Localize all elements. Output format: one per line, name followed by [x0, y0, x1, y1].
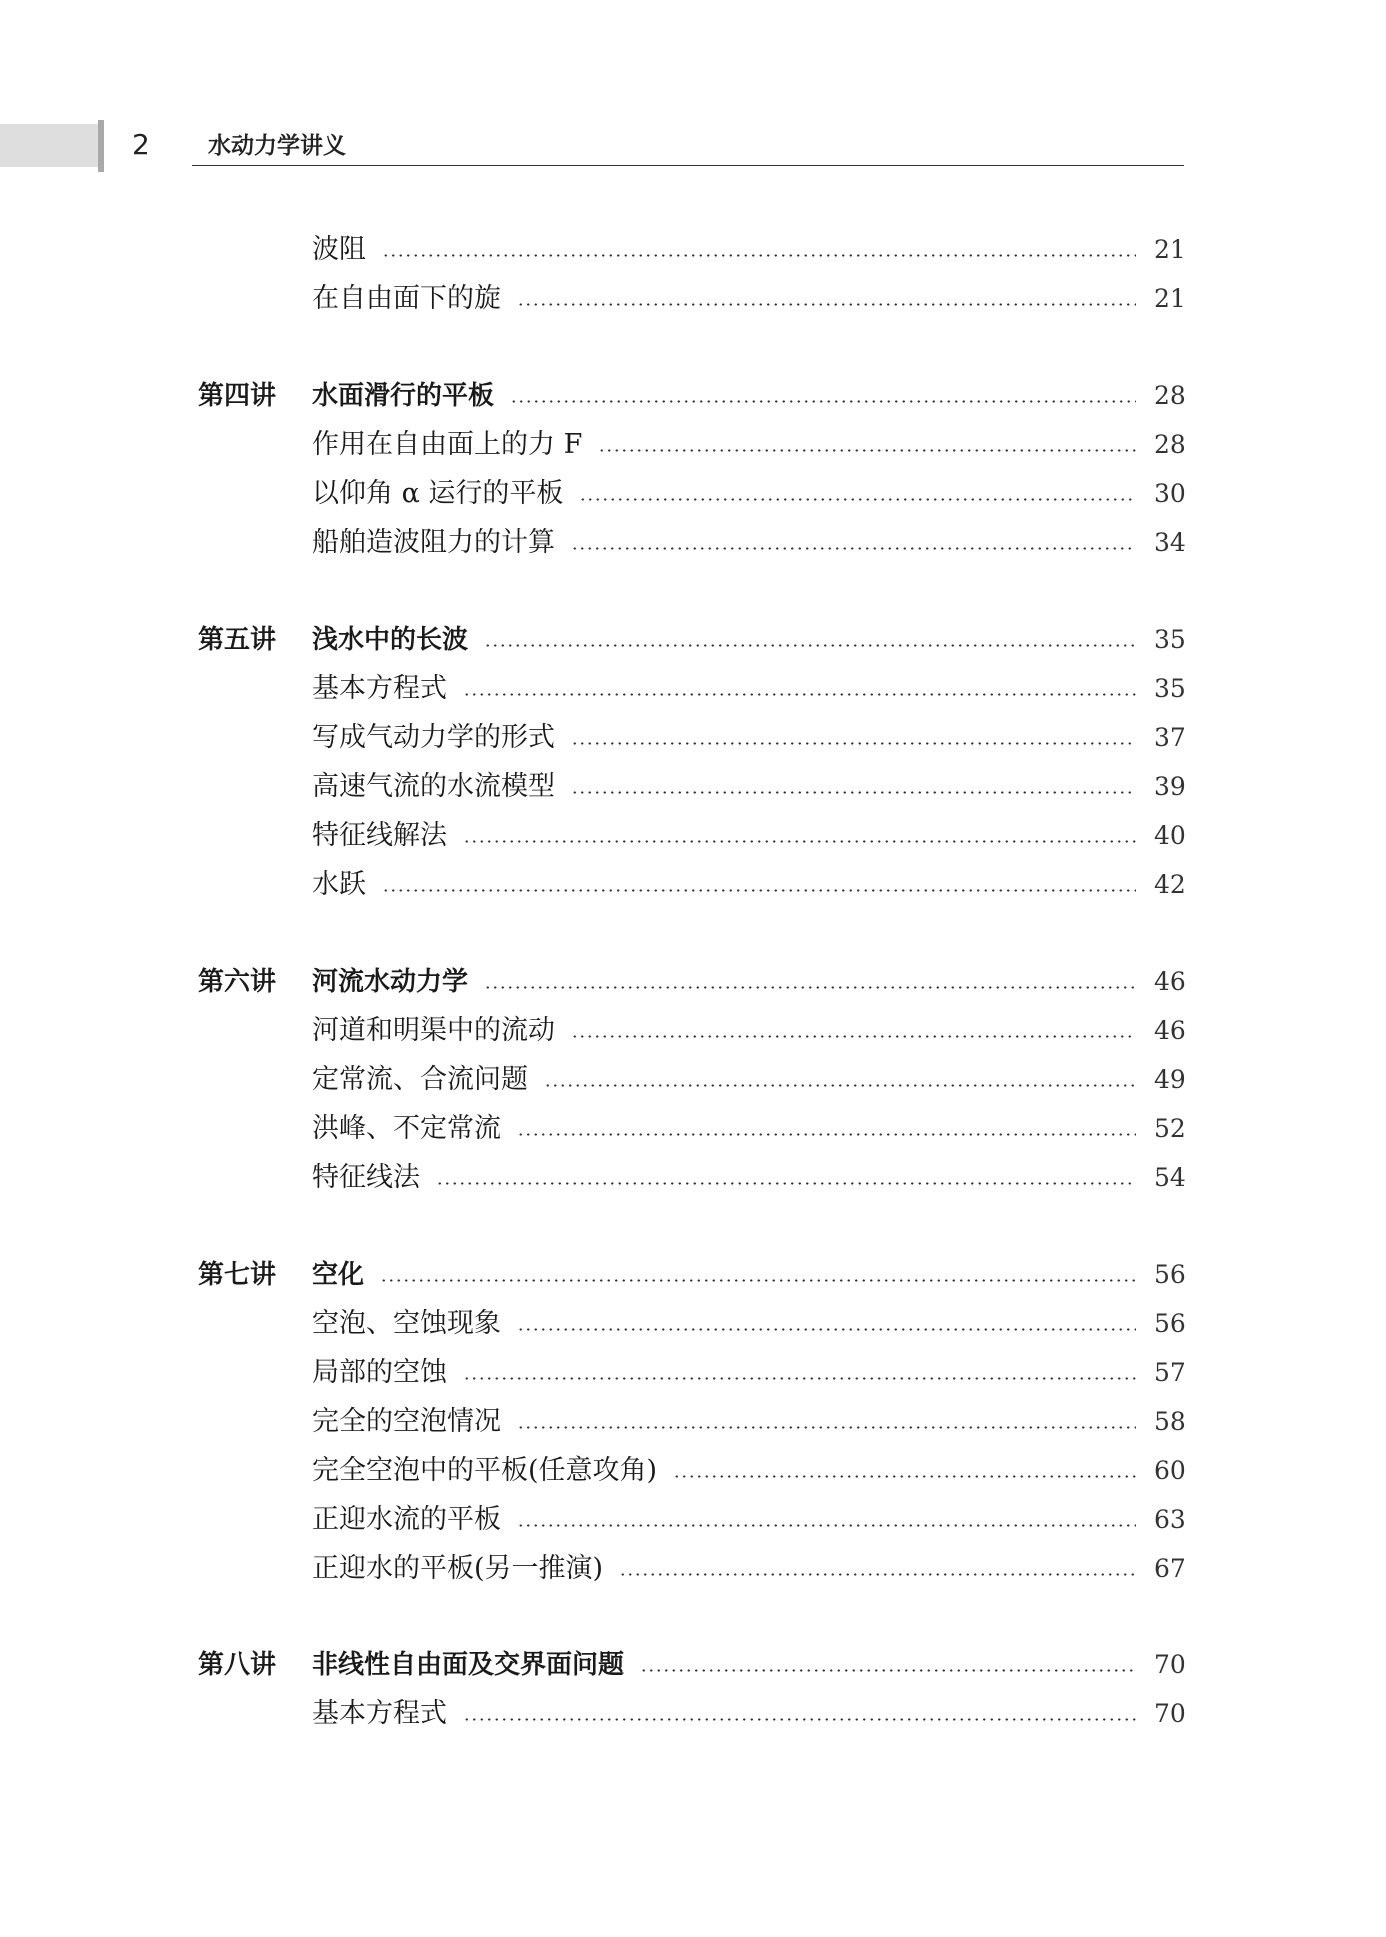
toc-entry-title: 特征线法: [312, 1162, 420, 1193]
dot-leader: [517, 1524, 1136, 1527]
dot-leader: [571, 742, 1136, 745]
toc-entry[interactable]: [0, 1011, 1386, 1051]
toc-entry-page: 70: [1154, 1699, 1186, 1728]
toc-entry[interactable]: [0, 1304, 1386, 1344]
toc-entry-title: 空泡、空蚀现象: [312, 1308, 501, 1339]
dot-leader: [463, 1377, 1136, 1380]
toc-entry-title: 特征线解法: [312, 820, 447, 851]
chapter-number: 第七讲: [198, 1260, 277, 1290]
dot-leader: [619, 1573, 1136, 1576]
header-rule: [192, 165, 1184, 166]
toc-entry-page: 35: [1154, 674, 1186, 703]
toc-entry[interactable]: [0, 1353, 1386, 1393]
toc-entry-page: 21: [1154, 284, 1186, 313]
toc-entry-page: 49: [1154, 1065, 1186, 1094]
chapter-title: 浅水中的长波: [312, 625, 469, 655]
chapter-page: 28: [1154, 381, 1186, 410]
toc-entry-title: 波阻: [312, 234, 366, 265]
chapter-page: 70: [1154, 1650, 1186, 1679]
toc-entry-page: 57: [1154, 1358, 1186, 1387]
toc-chapter[interactable]: [0, 1645, 1386, 1685]
dot-leader: [484, 644, 1136, 647]
toc-entry-page: 54: [1154, 1163, 1186, 1192]
toc-entry-title: 以仰角 α 运行的平板: [312, 478, 564, 509]
dot-leader: [517, 1133, 1136, 1136]
running-head-title: 水动力学讲义: [208, 133, 346, 159]
dot-leader: [517, 1328, 1136, 1331]
dot-leader: [544, 1084, 1136, 1087]
dot-leader: [598, 449, 1136, 452]
toc-entry[interactable]: [0, 1451, 1386, 1491]
toc-chapter[interactable]: [0, 962, 1386, 1002]
toc-entry[interactable]: [0, 425, 1386, 465]
header-divider-bar: [98, 120, 104, 172]
toc-entry[interactable]: [0, 523, 1386, 563]
toc-entry[interactable]: [0, 1402, 1386, 1442]
dot-leader: [517, 303, 1136, 306]
dot-leader: [571, 1035, 1136, 1038]
toc-entry[interactable]: [0, 279, 1386, 319]
chapter-title: 河流水动力学: [312, 967, 469, 997]
toc-entry[interactable]: [0, 1549, 1386, 1589]
toc-entry[interactable]: [0, 718, 1386, 758]
chapter-number: 第六讲: [198, 967, 277, 997]
toc-entry[interactable]: [0, 474, 1386, 514]
dot-leader: [463, 840, 1136, 843]
toc-entry[interactable]: [0, 1060, 1386, 1100]
page-number: 2: [132, 128, 150, 161]
dot-leader: [463, 693, 1136, 696]
toc-entry-title: 洪峰、不定常流: [312, 1113, 501, 1144]
dot-leader: [436, 1182, 1136, 1185]
toc-entry-page: 30: [1154, 479, 1186, 508]
toc-entry-title: 写成气动力学的形式: [312, 722, 555, 753]
chapter-page: 35: [1154, 625, 1186, 654]
toc-entry[interactable]: [0, 1694, 1386, 1734]
toc-entry[interactable]: [0, 816, 1386, 856]
chapter-page: 56: [1154, 1260, 1186, 1289]
toc-entry-title: 水跃: [312, 869, 366, 900]
dot-leader: [517, 1426, 1136, 1429]
toc-entry[interactable]: [0, 230, 1386, 270]
toc-entry-title: 在自由面下的旋: [312, 283, 501, 314]
toc-entry[interactable]: [0, 669, 1386, 709]
toc-entry-page: 67: [1154, 1554, 1186, 1583]
dot-leader: [463, 1718, 1136, 1721]
toc-entry-title: 河道和明渠中的流动: [312, 1015, 555, 1046]
toc-entry-title: 定常流、合流问题: [312, 1064, 528, 1095]
dot-leader: [640, 1669, 1136, 1672]
dot-leader: [382, 889, 1136, 892]
toc-chapter[interactable]: [0, 376, 1386, 416]
toc-entry-page: 60: [1154, 1456, 1186, 1485]
chapter-number: 第八讲: [198, 1650, 277, 1680]
toc-chapter[interactable]: [0, 1255, 1386, 1295]
toc-entry-page: 56: [1154, 1309, 1186, 1338]
header-gray-band: [0, 124, 98, 167]
toc-entry-title: 高速气流的水流模型: [312, 771, 555, 802]
toc-entry-title: 完全的空泡情况: [312, 1406, 501, 1437]
toc-entry-page: 37: [1154, 723, 1186, 752]
toc-entry-page: 34: [1154, 528, 1186, 557]
toc-entry-page: 58: [1154, 1407, 1186, 1436]
toc-entry-title: 船舶造波阻力的计算: [312, 527, 555, 558]
toc-entry-title: 作用在自由面上的力 F: [312, 429, 583, 460]
dot-leader: [579, 498, 1136, 501]
chapter-page: 46: [1154, 967, 1186, 996]
dot-leader: [382, 254, 1136, 257]
chapter-number: 第五讲: [198, 625, 277, 655]
dot-leader: [380, 1279, 1136, 1282]
dot-leader: [484, 986, 1136, 989]
toc-entry-title: 正迎水的平板(另一推演): [312, 1553, 604, 1584]
toc-entry-page: 42: [1154, 870, 1186, 899]
toc-entry-title: 局部的空蚀: [312, 1357, 447, 1388]
chapter-title: 非线性自由面及交界面问题: [312, 1650, 625, 1680]
toc-entry-page: 52: [1154, 1114, 1186, 1143]
dot-leader: [571, 547, 1136, 550]
chapter-number: 第四讲: [198, 381, 277, 411]
toc-entry-page: 21: [1154, 235, 1186, 264]
toc-entry[interactable]: [0, 1500, 1386, 1540]
toc-entry-page: 40: [1154, 821, 1186, 850]
chapter-title: 水面滑行的平板: [312, 381, 495, 411]
dot-leader: [510, 400, 1136, 403]
chapter-title: 空化: [312, 1260, 365, 1290]
toc-entry[interactable]: [0, 767, 1386, 807]
toc-entry-title: 基本方程式: [312, 673, 447, 704]
toc-entry[interactable]: [0, 865, 1386, 905]
toc-entry-title: 正迎水流的平板: [312, 1504, 501, 1535]
toc-entry-page: 28: [1154, 430, 1186, 459]
toc-chapter[interactable]: [0, 620, 1386, 660]
toc-entry-title: 基本方程式: [312, 1698, 447, 1729]
toc-entry-page: 63: [1154, 1505, 1186, 1534]
toc-entry[interactable]: [0, 1158, 1386, 1198]
toc-entry[interactable]: [0, 1109, 1386, 1149]
toc-entry-page: 46: [1154, 1016, 1186, 1045]
toc-entry-title: 完全空泡中的平板(任意攻角): [312, 1455, 658, 1486]
dot-leader: [673, 1475, 1136, 1478]
dot-leader: [571, 791, 1136, 794]
toc-entry-page: 39: [1154, 772, 1186, 801]
